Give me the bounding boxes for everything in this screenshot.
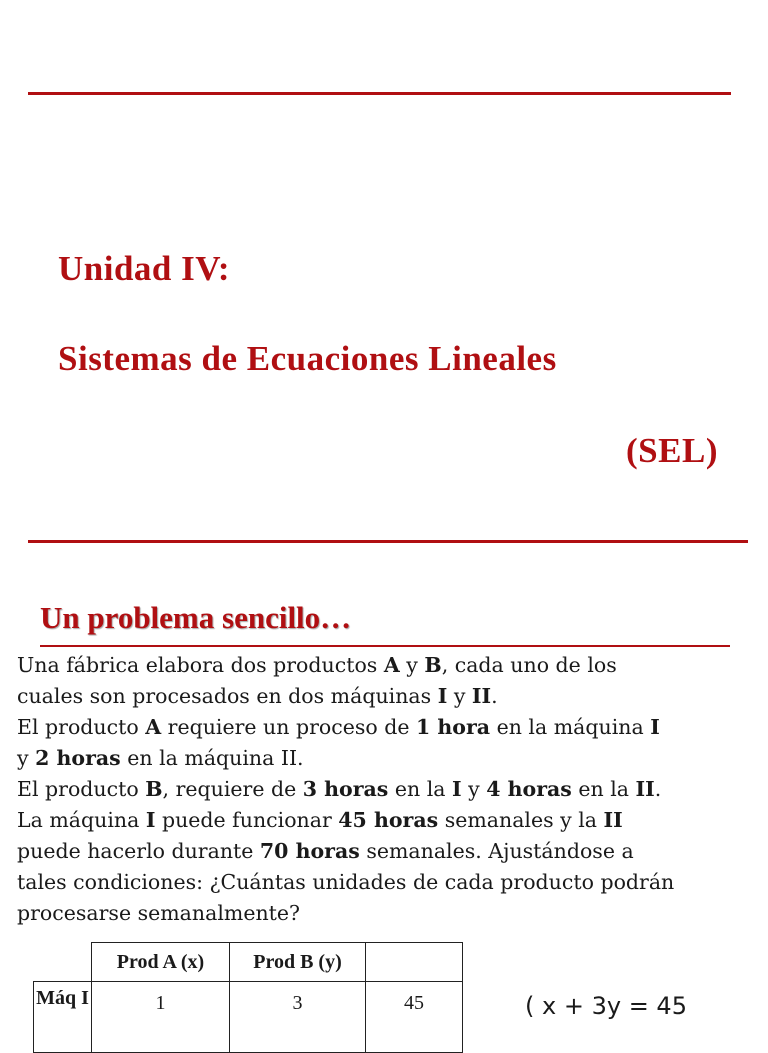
problem-text-run: . [491,684,498,708]
problem-line [17,898,757,929]
problem-text-run: . [654,777,662,801]
problem-text-run: semanales y la [438,808,604,832]
problem-text-run: Una fábrica elabora dos productos [17,653,384,677]
problem-bold-term: A [383,653,400,677]
heading-underline [40,645,730,647]
problem-statement [17,650,757,929]
problem-text-run: , cada uno de los [441,653,617,677]
problem-line [17,650,757,681]
problem-text-run: y [447,684,472,708]
table-header-cell: Prod A (x) [92,943,230,982]
unit-abbreviation: (SEL) [626,431,718,470]
problem-line [17,743,757,774]
problem-bold-term: 3 horas [302,777,389,801]
problem-bold-term: 2 horas [35,746,121,770]
problem-bold-term: I [437,684,448,708]
problem-bold-term: II [471,684,492,708]
data-table [33,942,463,1053]
problem-line [17,712,757,743]
table-row-label: Máq I [34,982,92,1053]
problem-bold-term: II [603,808,623,832]
problem-bold-term: 4 horas [486,777,572,801]
problem-text-run: puede hacerlo durante [17,839,260,863]
problem-bold-term: II [635,777,655,801]
unit-title: Unidad IV: [58,249,230,288]
unit-subtitle: Sistemas de Ecuaciones Lineales [58,339,557,378]
problem-text-run: El producto [17,777,146,801]
section-heading: Un problema sencillo… [40,600,352,635]
top-divider [28,92,731,95]
table-cell: 45 [366,982,463,1053]
table-row [34,982,463,1053]
table-cell: 1 [92,982,230,1053]
problem-text-run: , requiere de [162,777,303,801]
problem-text-run: El producto [17,715,146,739]
middle-divider [28,540,748,543]
problem-bold-term: B [424,653,442,677]
problem-bold-term: 1 hora [415,715,491,739]
problem-line [17,805,757,836]
problem-bold-term: I [650,715,660,739]
table-header-row [34,943,463,982]
equation [525,992,687,1020]
table-header-cell [366,943,463,982]
problem-bold-term: 70 horas [259,839,360,863]
table-cell: 3 [230,982,366,1053]
problem-text-run: en la [571,777,636,801]
problem-text-run: cuales son procesados en dos máquinas [17,684,438,708]
problem-bold-term: 45 horas [338,808,439,832]
problem-text-run: semanales. Ajustándose a [359,839,634,863]
problem-text-run: puede funcionar [155,808,339,832]
problem-text-run: requiere un proceso de [161,715,416,739]
table-header-cell: Prod B (y) [230,943,366,982]
problem-text-run: procesarse semanalmente? [17,901,301,925]
problem-text-run: en la [388,777,453,801]
problem-text-run: y [461,777,487,801]
problem-line [17,836,757,867]
problem-line [17,681,757,712]
problem-line [17,774,757,805]
problem-text-run: tales condiciones: ¿Cuántas unidades de cada producto podrán [17,870,675,894]
equation-brace: ( [525,992,535,1020]
problem-bold-term: I [452,777,462,801]
problem-text-run: y [399,653,425,677]
problem-bold-term: B [145,777,163,801]
table-header-cell [34,943,92,982]
problem-line [17,867,757,898]
problem-text-run: La máquina [17,808,146,832]
problem-text-run: en la máquina [490,715,651,739]
problem-text-run: y [17,746,36,770]
problem-bold-term: I [145,808,156,832]
equation-text: x + 3y = 45 [542,992,687,1020]
problem-text-run: en la máquina II. [120,746,304,770]
problem-bold-term: A [145,715,162,739]
